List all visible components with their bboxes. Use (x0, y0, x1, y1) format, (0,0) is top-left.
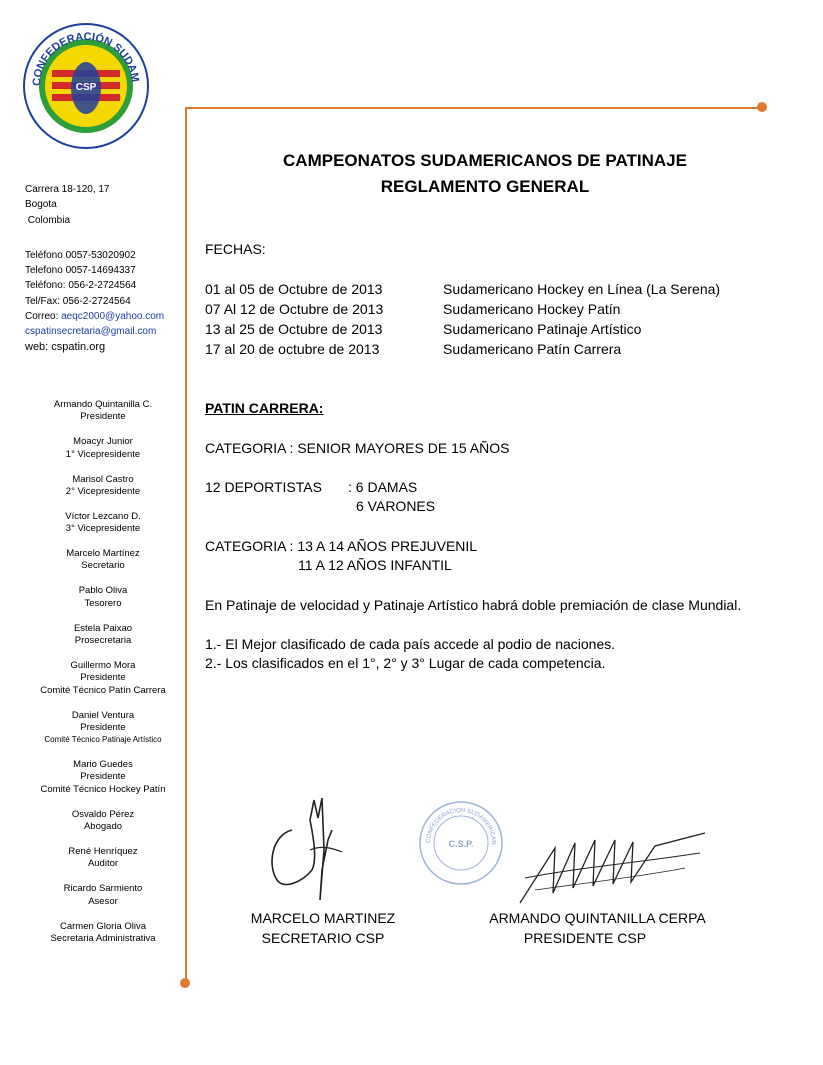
awards-note: En Patinaje de velocidad y Patinaje Artístico habrá doble premiación de clase Mundial. (205, 597, 742, 613)
officer-entry (15, 585, 191, 610)
officer-role: Presidente (80, 771, 126, 783)
category-senior: CATEGORIA : SENIOR MAYORES DE 15 AÑOS (205, 440, 510, 456)
officer-entry (15, 710, 191, 747)
officer-role: Presidente (80, 411, 126, 423)
athletes-men: 6 VARONES (356, 498, 436, 514)
document-title: CAMPEONATOS SUDAMERICANOS DE PATINAJE (283, 151, 687, 170)
address-line: Bogota (25, 199, 57, 211)
officer-committee: Comité Técnico Patinaje Artístico (44, 735, 162, 745)
officer-role: Abogado (83, 821, 123, 832)
officer-role: Presidente (80, 721, 126, 733)
officer-entry (15, 809, 191, 834)
officer-role: Prosecretaria (74, 634, 132, 646)
signature-secretary (262, 790, 362, 910)
officer-name: Marcelo Martínez (66, 548, 140, 560)
confederation-logo (22, 22, 150, 150)
dates-label: FECHAS: (205, 241, 266, 257)
officer-name: Víctor Lezcano D. (65, 510, 141, 522)
schedule-event: Sudamericano Patín Carrera (443, 341, 622, 357)
schedule-event: Sudamericano Hockey en Línea (La Serena) (443, 281, 721, 297)
schedule-event: Sudamericano Patinaje Artístico (443, 321, 642, 337)
officer-name: Ricardo Sarmiento (63, 883, 143, 895)
officer-entry (15, 660, 191, 697)
rule-item: 2.- Los clasificados en el 1°, 2° y 3° Lugar de cada competencia. (205, 655, 606, 671)
officer-name: Armando Quintanilla C. (53, 399, 153, 410)
officer-committee: Comité Técnico Hockey Patín (40, 783, 166, 795)
address-line: Carrera 18-120, 17 (25, 184, 110, 195)
schedule-date: 01 al 05 de Octubre de 2013 (205, 281, 383, 297)
svg-text:CONFEDERACION SUDAMERICANA DE (418, 800, 496, 845)
officer-entry (15, 623, 191, 648)
logo-center-text: CSP (75, 82, 97, 93)
officer-entry (15, 846, 191, 871)
officer-entry (15, 921, 191, 946)
officer-role: Auditor (87, 858, 119, 870)
athletes-women: : 6 DAMAS (348, 479, 418, 495)
athletes-count: 12 DEPORTISTAS (205, 479, 322, 495)
category-prejuvenil: CATEGORIA : 13 A 14 AÑOS PREJUVENIL (205, 538, 478, 554)
officer-entry (15, 883, 191, 908)
officer-name: René Henríquez (68, 845, 138, 857)
officer-role: 1° Vicepresidente (65, 448, 141, 460)
officer-name: Daniel Ventura (71, 709, 135, 721)
officer-entry (15, 759, 191, 796)
officer-name: Pablo Oliva (78, 585, 128, 597)
phone-line: Teléfono: 056-2-2724564 (25, 280, 137, 292)
officer-name: Guillermo Mora (70, 659, 136, 671)
schedule-event: Sudamericano Hockey Patín (443, 301, 621, 317)
officer-role: Presidente (80, 672, 126, 684)
email-link[interactable]: aeqc2000@yahoo.com (61, 311, 165, 323)
officers-list (15, 399, 191, 958)
officer-name: Estela Paixao (73, 622, 133, 634)
rule-item: 1.- El Mejor clasificado de cada país accede al podio de naciones. (205, 636, 616, 652)
email-label: Correo: (25, 311, 62, 323)
email-link-secondary[interactable]: cspatinsecretaria@gmail.com (25, 326, 157, 338)
phone-line: Teléfono 0057-53020902 (25, 249, 136, 261)
address-line: Colombia (25, 214, 71, 226)
signatory-title: PRESIDENTE CSP (523, 930, 647, 946)
officer-name: Osvaldo Pérez (71, 808, 135, 820)
officer-entry (15, 511, 191, 536)
document-subtitle: REGLAMENTO GENERAL (380, 177, 590, 196)
phone-line: Telefono 0057-14694337 (25, 265, 136, 277)
officer-entry (15, 548, 191, 573)
website-line[interactable]: web: cspatin.org (25, 340, 106, 353)
officer-entry (15, 436, 191, 461)
stamp-ring-text: CONFEDERACION SUDAMERICAN (425, 807, 497, 845)
signature-president (515, 828, 715, 908)
stamp-center-text: C.S.P. (448, 839, 474, 849)
officer-entry (15, 399, 191, 424)
email-line (25, 309, 164, 324)
officer-entry (15, 474, 191, 499)
logo-ring-text: CONFEDERACIÓN SUDAM (30, 30, 141, 87)
officer-name: Moacyr Junior (73, 436, 133, 448)
officer-name: Mario Guedes (73, 759, 133, 771)
officer-role: Secretaria Administrativa (50, 932, 156, 944)
officer-role: 3° Vicepresidente (65, 523, 141, 535)
phone-line: Tel/Fax: 056-2-2724564 (25, 295, 131, 307)
schedule-date: 17 al 20 de octubre de 2013 (205, 341, 380, 357)
officer-committee: Comité Técnico Patín Carrera (40, 684, 166, 696)
schedule-date: 13 al 25 de Octubre de 2013 (205, 321, 383, 337)
signatory-name: MARCELO MARTINEZ (250, 910, 396, 926)
rule-end-dot (180, 978, 190, 988)
officer-role: Tesorero (84, 597, 122, 609)
signatory-name: ARMANDO QUINTANILLA CERPA (489, 910, 706, 926)
official-stamp (418, 800, 504, 886)
officer-role: 2° Vicepresidente (65, 485, 141, 497)
section-heading: PATIN CARRERA: (205, 400, 324, 416)
category-infantil: 11 A 12 AÑOS INFANTIL (298, 557, 452, 573)
rule-end-dot (757, 102, 767, 112)
officer-role: Secretario (81, 560, 125, 572)
schedule-date: 07 Al 12 de Octubre de 2013 (205, 301, 384, 317)
officer-name: Marisol Castro (72, 473, 134, 485)
signatory-title: SECRETARIO CSP (261, 930, 385, 946)
officer-name: Carmen Gloria Oliva (59, 920, 147, 932)
officer-role: Asesor (88, 895, 118, 907)
header-rule (185, 107, 763, 109)
contact-info (25, 182, 164, 355)
